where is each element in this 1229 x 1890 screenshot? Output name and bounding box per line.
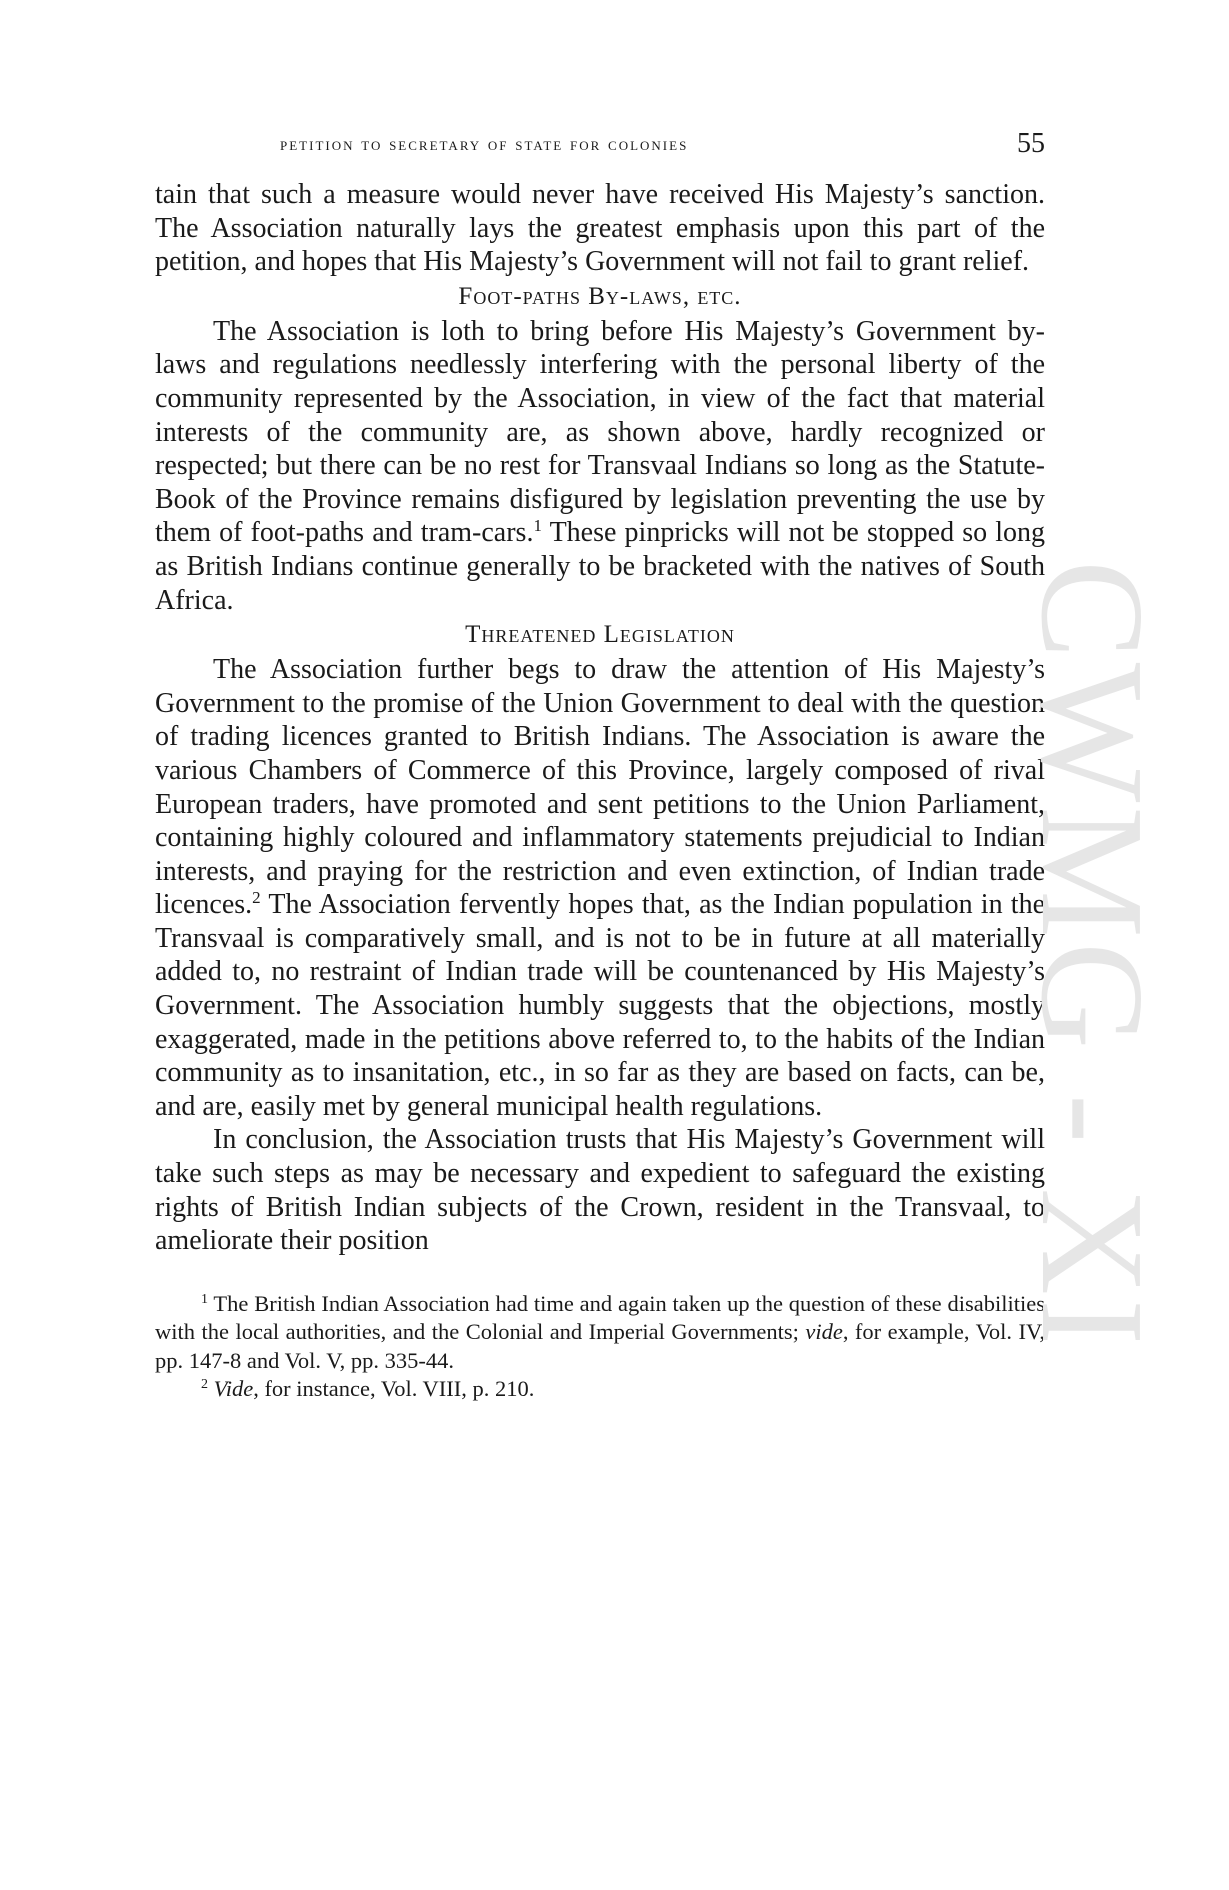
footnote-1-text-b: , for example, Vol. IV, pp. 147-8 and Vol. V, pp. 335-44. <box>155 1319 1045 1373</box>
footnote-2-italic: Vide <box>213 1376 254 1402</box>
running-title: petition to secretary of state for colonies <box>280 134 689 155</box>
page-number: 55 <box>1017 128 1045 159</box>
section-heading-footpaths: Foot-paths By-laws, etc. <box>458 282 742 310</box>
footnote-2 <box>155 1375 1045 1404</box>
footnote-ref-1: 1 <box>533 516 542 536</box>
document-page <box>155 128 1045 1404</box>
footnote-1-marker: 1 <box>201 1291 208 1307</box>
footnote-ref-2: 2 <box>252 888 261 908</box>
footnote-1 <box>155 1290 1045 1376</box>
running-head <box>155 128 1045 168</box>
paragraph-conclusion: In conclusion, the Association trusts that His Majesty’s Government will take such steps as may be necessary and expedient to safeguard the existing rights of British Indian subjects of the Crown, resident in the Transvaal, to ameliorate their position <box>155 1124 1045 1257</box>
body-text <box>155 178 1045 1258</box>
section-heading-threatened-legislation: Threatened Legislation <box>465 621 735 649</box>
footnote-1-text-a: The British Indian Association had time and again taken up the question of these disabilities with the local authorities, and the Colonial and Imperial Governments; <box>155 1290 1045 1345</box>
paragraph-threatened-legislation <box>155 653 1045 1123</box>
paragraph-footpaths <box>155 315 1045 617</box>
footnotes <box>155 1290 1045 1404</box>
paragraph-legislation-text-b: The Association fervently hopes that, as the Indian population in the Transvaal is comparatively small, and is not to be in future at all materially added to, no restraint of Indian trade will be countenanced by His Majesty’s Government. The Association humbly suggests that the objections, mostly exaggerated, made in the petitions above referred to, to the habits of the Indian community as to insanitation, etc., in so far as they are based on facts, can be, and are, easily met by general municipal health regulations. <box>155 889 1045 1122</box>
watermark-text: CWMG - XI <box>1010 560 1165 1340</box>
paragraph-legislation-text-a: The Association further begs to draw the attention of His Majesty’s Government to the promise of the Union Government to deal with the question of trading licences granted to British Indians. The Association is aware the various Chambers of Commerce of this Province, largely composed of rival European traders, have promoted and sent petitions to the Union Parliament, containing highly coloured and inflammatory statements prejudicial to Indian interests, and praying for the restriction and even extinction, of Indian trade licences. <box>155 654 1045 921</box>
footnote-2-text: , for instance, Vol. VIII, p. 210. <box>253 1376 535 1402</box>
footnote-1-italic: vide <box>805 1319 843 1345</box>
paragraph-footpaths-text-b: These pinpricks will not be stopped so long as British Indians continue generally to be bracketed with the natives of South Africa. <box>155 517 1045 616</box>
paragraph-footpaths-text-a: The Association is loth to bring before His Majesty’s Government by-laws and regulations needlessly interfering with the personal liberty of the community represented by the Association, in view of the fact that material interests of the community are, as shown above, hardly recognized or respected; but there can be no rest for Transvaal Indians so long as the Statute-Book of the Province remains disfigured by legislation preventing the use by them of foot-paths and tram-cars. <box>155 315 1045 549</box>
paragraph-continued: tain that such a measure would never have received His Majesty’s sanction. The Association naturally lays the greatest emphasis upon this part of the petition, and hopes that His Majesty’s Government will not fail to grant relief. <box>155 179 1045 278</box>
footnote-2-marker: 2 <box>201 1377 208 1393</box>
